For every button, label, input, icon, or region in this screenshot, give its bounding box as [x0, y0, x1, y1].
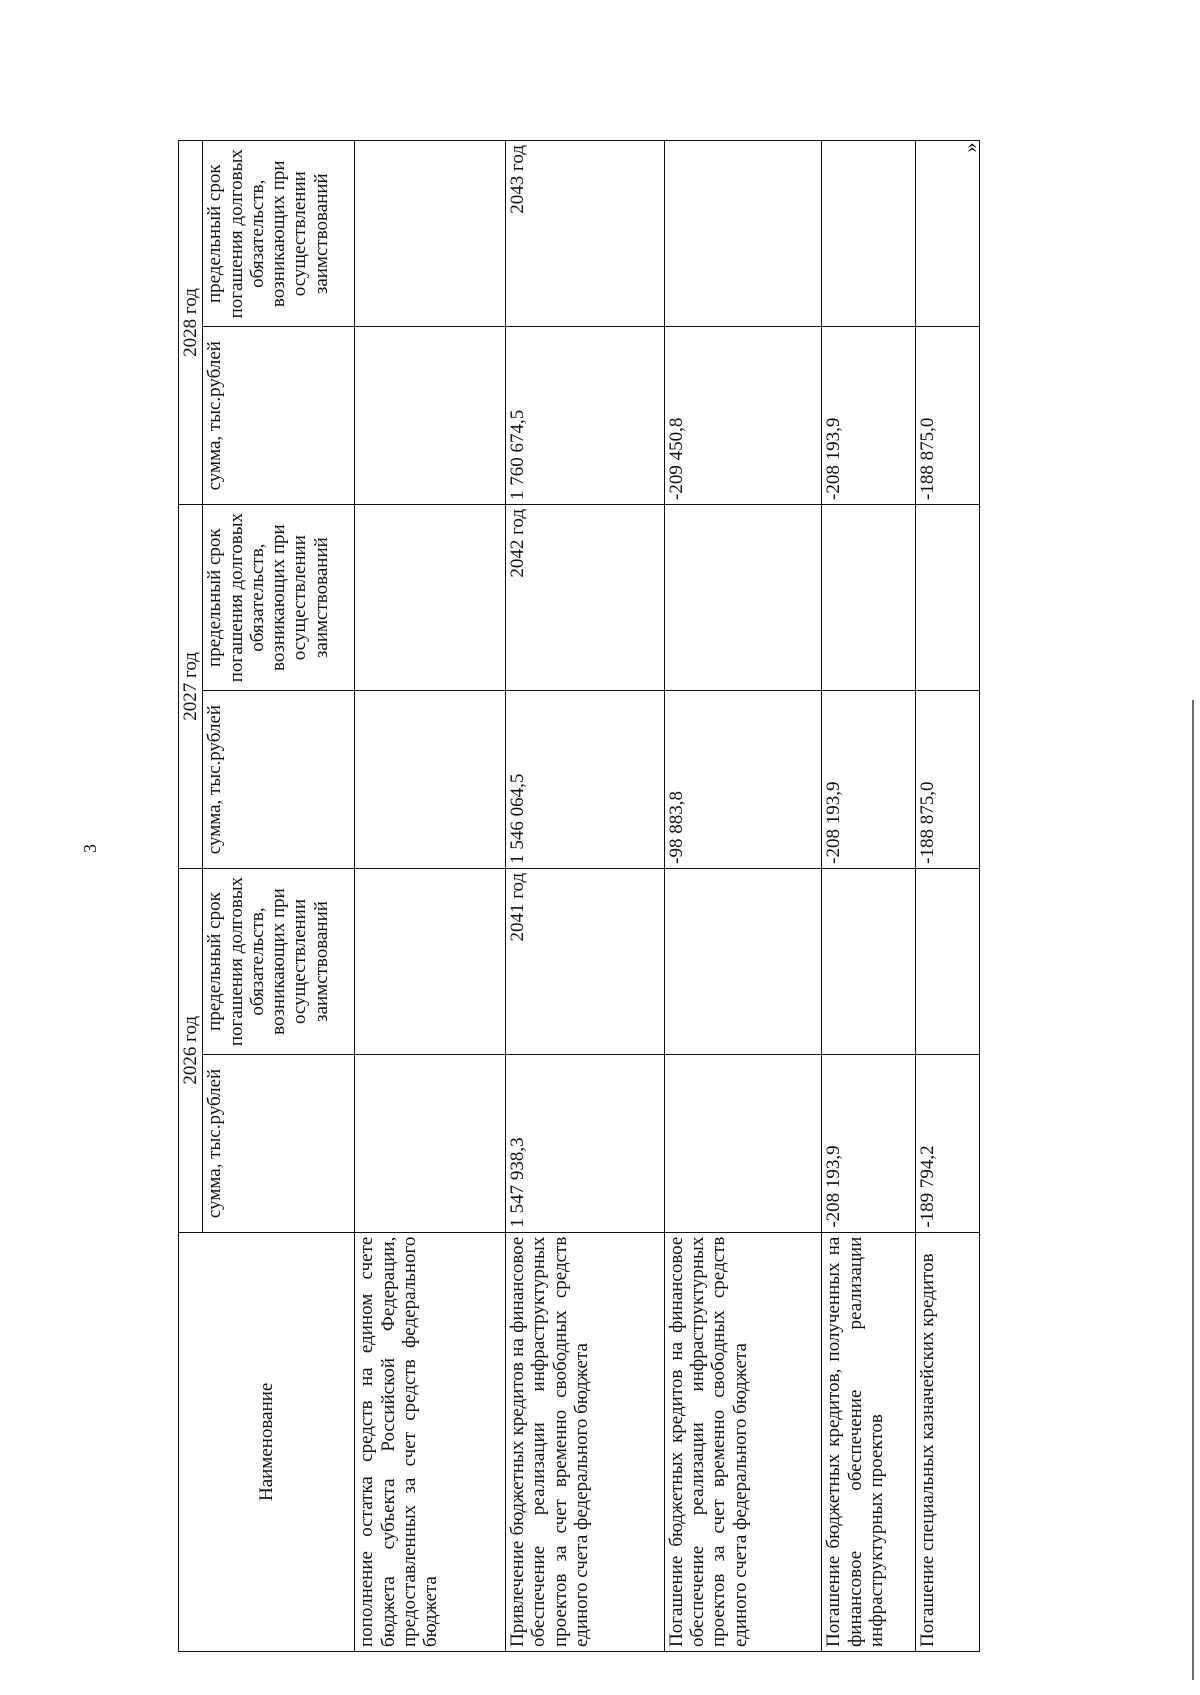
term-2026 — [355, 868, 506, 1054]
sum-2028: -208 193,9 — [822, 327, 916, 504]
term-2028 — [916, 141, 980, 327]
sum-2026: -208 193,9 — [822, 1055, 916, 1232]
rotated-table-container — [178, 140, 980, 1652]
header-year-2026: 2026 год — [179, 868, 203, 1232]
term-2027: 2042 год — [506, 504, 665, 690]
closing-quote: » — [959, 142, 982, 153]
header-sum-2027: сумма, тыс.рублей — [203, 691, 355, 868]
header-year-2028: 2028 год — [179, 141, 203, 505]
term-2027 — [355, 504, 506, 690]
sum-2027: 1 546 064,5 — [506, 691, 665, 868]
sum-2028: -209 450,8 — [664, 327, 822, 504]
row-label: Привлечение бюджетных кредитов на финансовое обеспечение реализации инфраструктурных проектов за счет временно свободных средств единого счета федерального бюджета — [506, 1232, 665, 1651]
sum-2028: -188 875,0 — [916, 327, 980, 504]
row-label: Погашение бюджетных кредитов, полученных на финансовое обеспечение реализации инфраструктурных проектов — [822, 1232, 916, 1651]
scan-edge-line — [1192, 700, 1194, 1680]
row-label: пополнение остатка средств на едином счете бюджета субъекта Российской Федерации, предоставленных за счет средств федерального бюджета — [355, 1232, 506, 1651]
term-2026 — [822, 868, 916, 1054]
header-term-2028: предельный срок погашения долговых обязательств, возникающих при осуществлении заимствований — [203, 141, 355, 327]
table-row — [355, 141, 506, 1652]
term-2028 — [355, 141, 506, 327]
term-2027 — [916, 504, 980, 690]
term-2026 — [664, 868, 822, 1054]
sum-2028 — [355, 327, 506, 504]
sum-2027: -188 875,0 — [916, 691, 980, 868]
term-2026: 2041 год — [506, 868, 665, 1054]
header-sum-2028: сумма, тыс.рублей — [203, 327, 355, 504]
header-term-2027: предельный срок погашения долговых обязательств, возникающих при осуществлении заимствований — [203, 504, 355, 690]
term-2027 — [664, 504, 822, 690]
sum-2027 — [355, 691, 506, 868]
header-sum-2026: сумма, тыс.рублей — [203, 1055, 355, 1232]
table-row — [916, 141, 980, 1652]
sum-2027: -98 883,8 — [664, 691, 822, 868]
header-term-2026: предельный срок погашения долговых обязательств, возникающих при осуществлении заимствований — [203, 868, 355, 1054]
term-2028 — [664, 141, 822, 327]
sum-2028: 1 760 674,5 — [506, 327, 665, 504]
sum-2026 — [355, 1055, 506, 1232]
row-label: Погашение бюджетных кредитов на финансовое обеспечение реализации инфраструктурных проектов за счет временно свободных средств единого счета федерального бюджета — [664, 1232, 822, 1651]
table-row — [664, 141, 822, 1652]
table-row — [506, 141, 665, 1652]
sum-2026 — [664, 1055, 822, 1232]
header-name: Наименование — [179, 1232, 355, 1651]
page-number: 3 — [80, 844, 100, 853]
header-year-2027: 2027 год — [179, 504, 203, 868]
table-row — [822, 141, 916, 1652]
credit-table — [178, 140, 980, 1652]
sum-2026: 1 547 938,3 — [506, 1055, 665, 1232]
sum-2027: -208 193,9 — [822, 691, 916, 868]
term-2027 — [822, 504, 916, 690]
row-label: Погашение специальных казначейских кредитов — [916, 1232, 980, 1651]
term-2028 — [822, 141, 916, 327]
term-2028: 2043 год — [506, 141, 665, 327]
sum-2026: -189 794,2 — [916, 1055, 980, 1232]
term-2026 — [916, 868, 980, 1054]
